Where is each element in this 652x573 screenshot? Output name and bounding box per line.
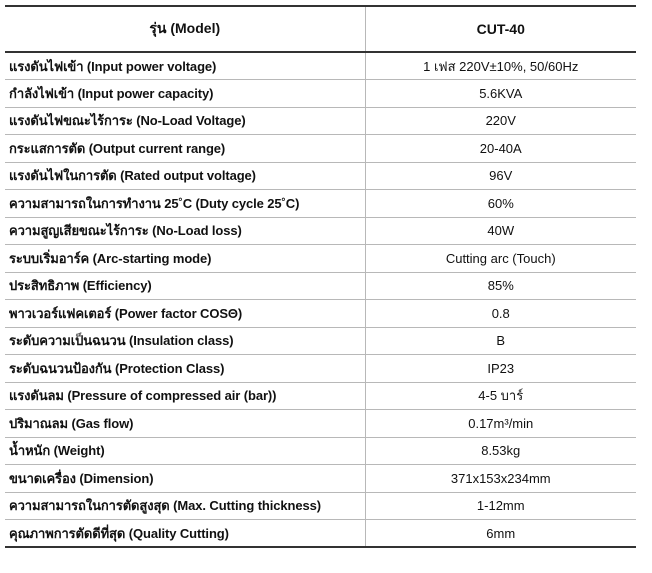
spec-value: 371x153x234mm [365, 465, 636, 493]
spec-label: แรงดันไฟขณะไร้การะ (No-Load Voltage) [5, 107, 365, 135]
table-row [5, 162, 636, 190]
spec-value: IP23 [365, 355, 636, 383]
spec-label: คุณภาพการตัดดีที่สุด (Quality Cutting) [5, 520, 365, 548]
table-row [5, 492, 636, 520]
table-row [5, 52, 636, 80]
spec-value: 8.53kg [365, 437, 636, 465]
spec-label: ระดับฉนวนป้องกัน (Protection Class) [5, 355, 365, 383]
table-row [5, 410, 636, 438]
spec-label: ความสูญเสียขณะไร้การะ (No-Load loss) [5, 217, 365, 245]
spec-value: 40W [365, 217, 636, 245]
table-row [5, 382, 636, 410]
table-row [5, 437, 636, 465]
spec-label: ความสามารถในการตัดสูงสุด (Max. Cutting thickness) [5, 492, 365, 520]
spec-label: พาวเวอร์แฟคเตอร์ (Power factor COSΘ) [5, 300, 365, 328]
table-header-row [5, 6, 636, 52]
spec-label: ระบบเริ่มอาร์ค (Arc-starting mode) [5, 245, 365, 273]
table-row [5, 520, 636, 548]
spec-value: 1 เฟส 220V±10%, 50/60Hz [365, 52, 636, 80]
table-row [5, 190, 636, 218]
spec-label: ขนาดเครื่อง (Dimension) [5, 465, 365, 493]
spec-value: 220V [365, 107, 636, 135]
spec-value: 20-40A [365, 135, 636, 163]
spec-value: Cutting arc (Touch) [365, 245, 636, 273]
model-header-value: CUT-40 [365, 6, 636, 52]
spec-value: 6mm [365, 520, 636, 548]
table-row [5, 355, 636, 383]
spec-label: แรงดันไฟเข้า (Input power voltage) [5, 52, 365, 80]
table-row [5, 217, 636, 245]
spec-table-body [5, 52, 636, 547]
spec-label: กำลังไฟเข้า (Input power capacity) [5, 80, 365, 108]
spec-label: แรงดันลม (Pressure of compressed air (bar)) [5, 382, 365, 410]
table-row [5, 327, 636, 355]
spec-value: 5.6KVA [365, 80, 636, 108]
spec-value: B [365, 327, 636, 355]
spec-value: 1-12mm [365, 492, 636, 520]
spec-value: 0.17m³/min [365, 410, 636, 438]
spec-label: แรงดันไฟในการตัด (Rated output voltage) [5, 162, 365, 190]
spec-value: 60% [365, 190, 636, 218]
model-header-label: รุ่น (Model) [5, 6, 365, 52]
table-row [5, 135, 636, 163]
spec-label: น้ำหนัก (Weight) [5, 437, 365, 465]
spec-value: 4-5 บาร์ [365, 382, 636, 410]
spec-label: ความสามารถในการทำงาน 25˚C (Duty cycle 25˚C) [5, 190, 365, 218]
spec-table [5, 5, 636, 548]
spec-value: 0.8 [365, 300, 636, 328]
spec-label: ระดับความเป็นฉนวน (Insulation class) [5, 327, 365, 355]
spec-label: ปริมาณลม (Gas flow) [5, 410, 365, 438]
table-row [5, 245, 636, 273]
table-row [5, 300, 636, 328]
spec-label: กระแสการตัด (Output current range) [5, 135, 365, 163]
table-row [5, 465, 636, 493]
table-row [5, 80, 636, 108]
spec-value: 85% [365, 272, 636, 300]
table-row [5, 107, 636, 135]
spec-value: 96V [365, 162, 636, 190]
table-row [5, 272, 636, 300]
spec-label: ประสิทธิภาพ (Efficiency) [5, 272, 365, 300]
